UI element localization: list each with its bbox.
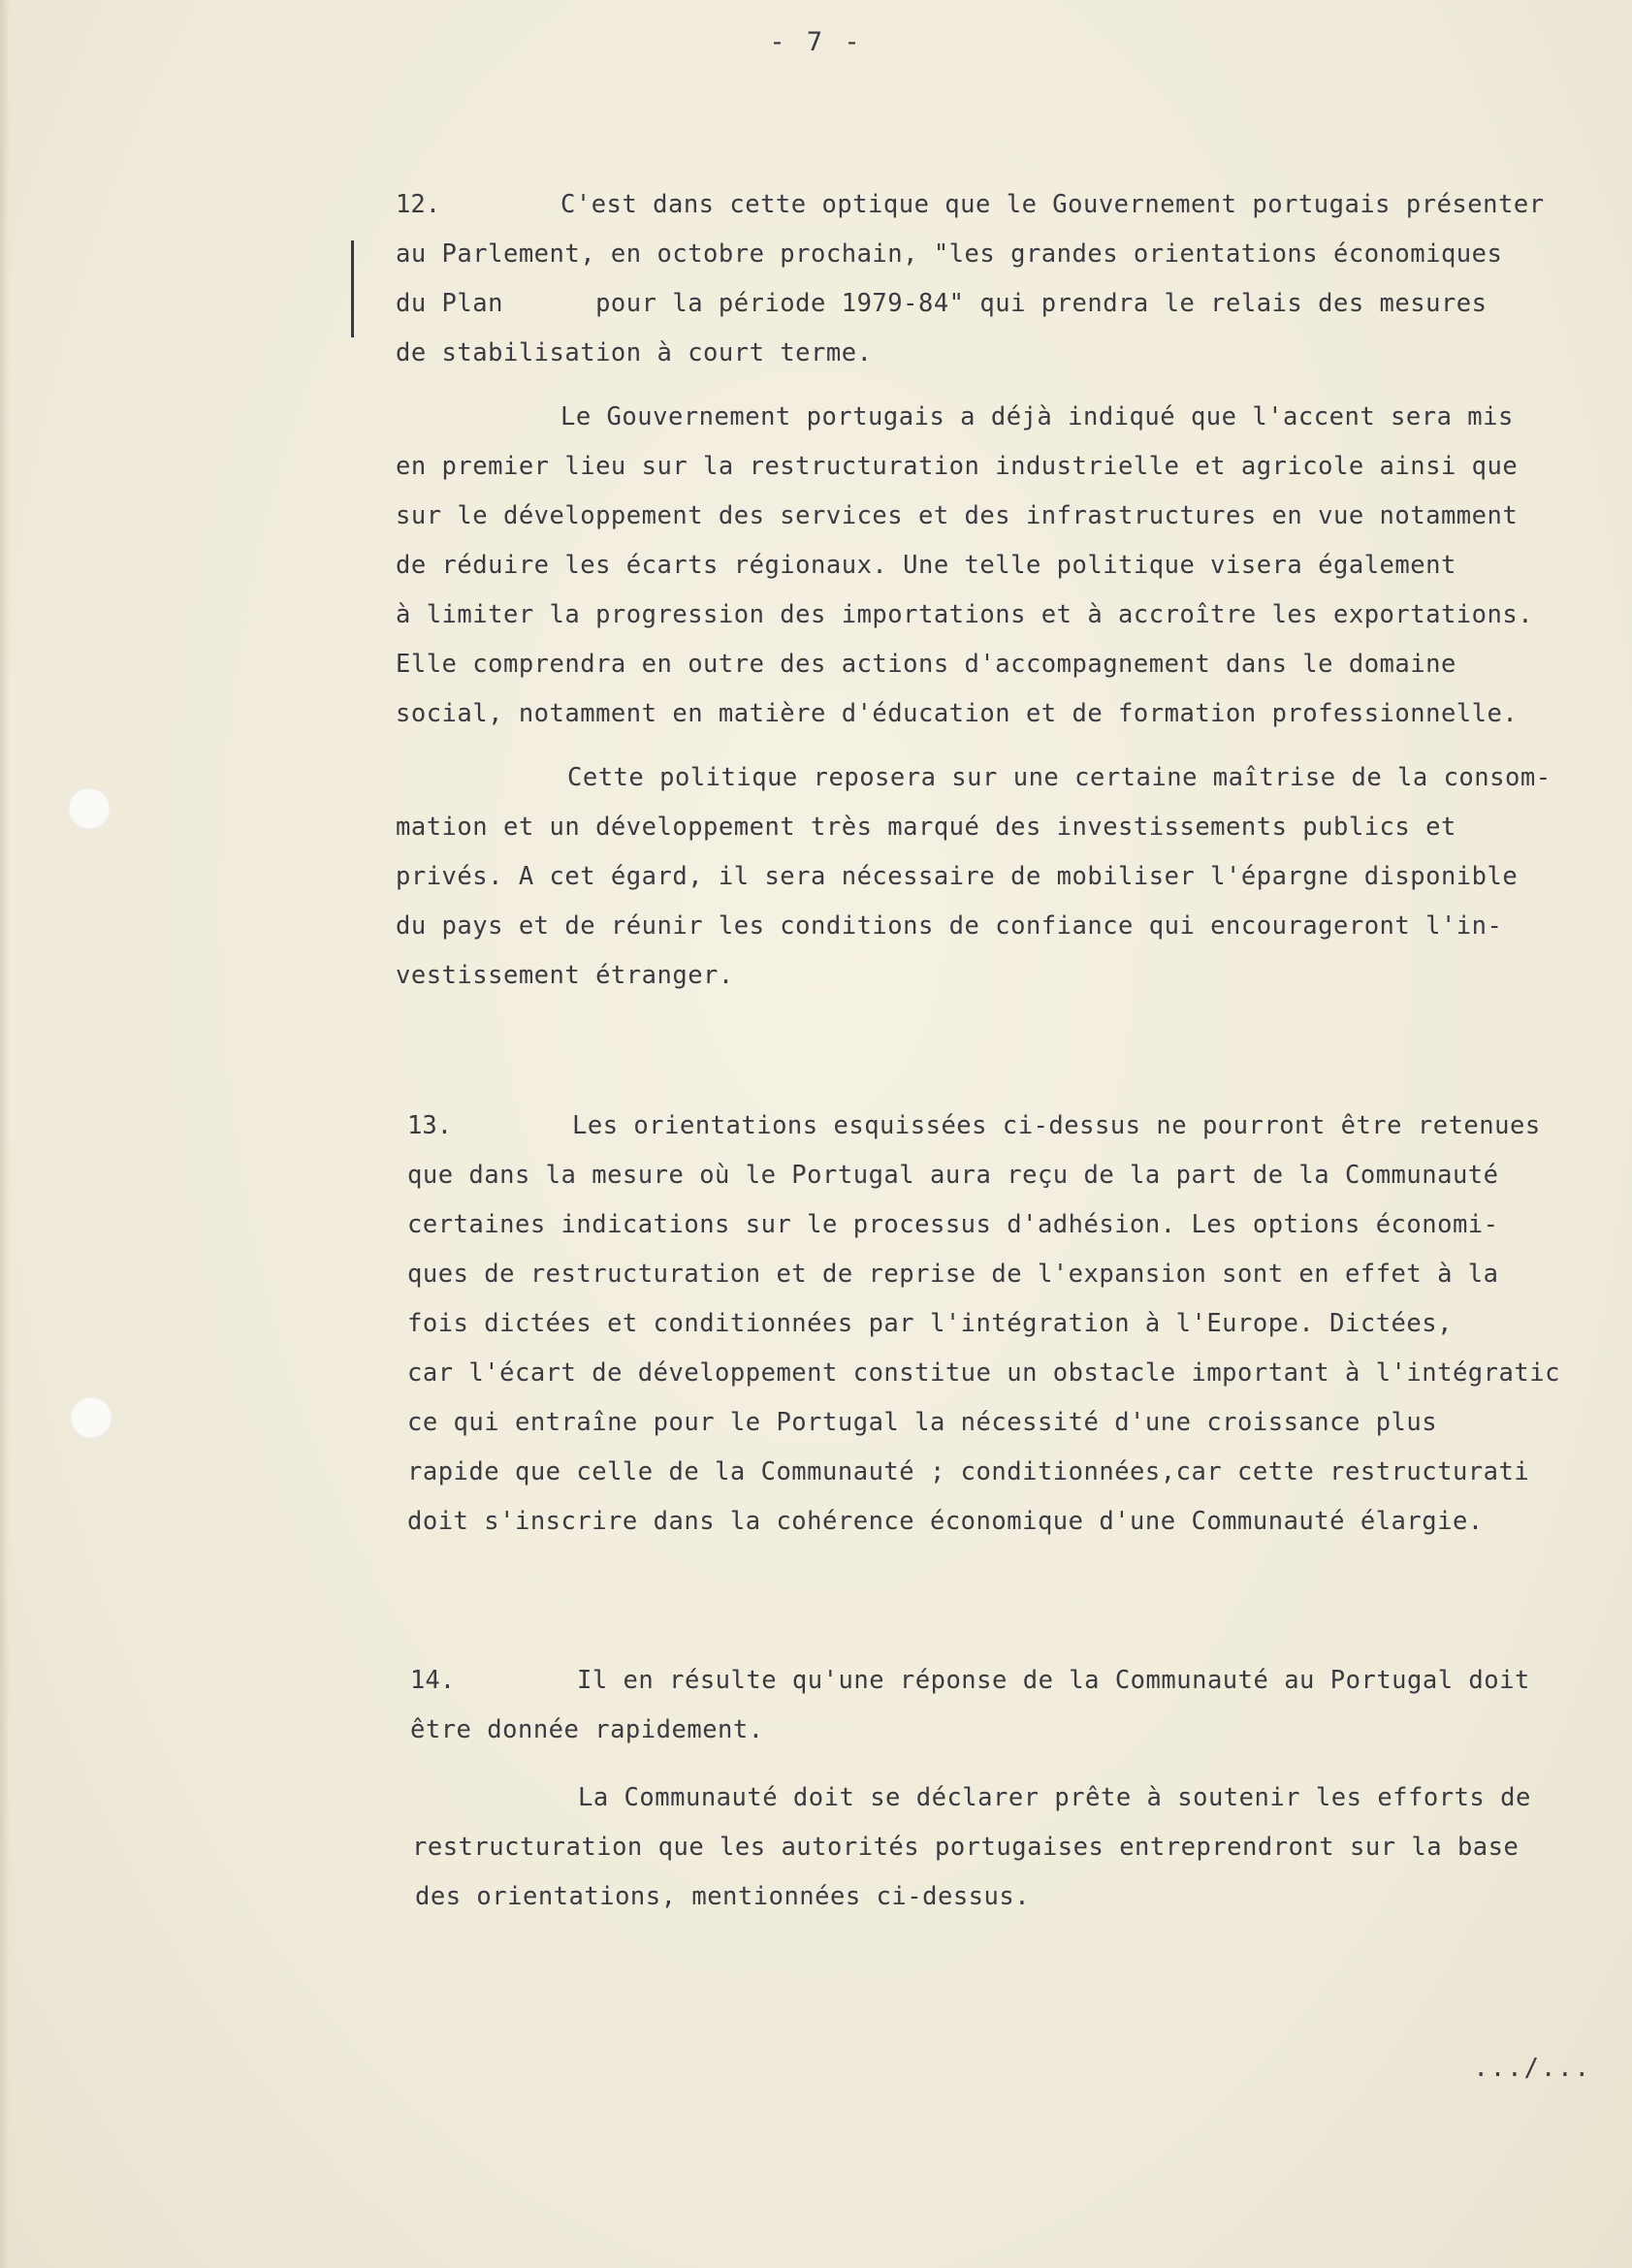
paragraph-12b-line-3: sur le développement des services et des infrastructures en vue notamment — [396, 501, 1519, 530]
paragraph-13-line-7: ce qui entraîne pour le Portugal la nécessité d'une croissance plus — [407, 1408, 1438, 1437]
paragraph-12b-line-4: de réduire les écarts régionaux. Une telle politique visera également — [396, 551, 1456, 580]
paragraph-13-line-8: rapide que celle de la Communauté ; conditionnées,car cette restructurati — [407, 1457, 1530, 1486]
paragraph-14-line-1: Il en résulte qu'une réponse de la Communauté au Portugal doit — [577, 1666, 1530, 1695]
paragraph-14-line-2: être donnée rapidement. — [410, 1715, 764, 1744]
paragraph-12c-line-3: privés. A cet égard, il sera nécessaire de mobiliser l'épargne disponible — [396, 862, 1519, 891]
paragraph-12b-line-5: à limiter la progression des importations et à accroître les exportations. — [396, 600, 1534, 629]
paragraph-12-line-3: du Plan pour la période 1979-84" qui prendra le relais des mesures — [396, 289, 1488, 318]
paragraph-number-12: 12. — [396, 190, 441, 219]
paragraph-number-14: 14. — [410, 1666, 456, 1695]
paragraph-14b-line-2: restructuration que les autorités portugaises entreprendront sur la base — [412, 1833, 1520, 1862]
paragraph-12c-line-5: vestissement étranger. — [396, 961, 734, 990]
page-number: - 7 - — [769, 27, 863, 57]
paragraph-13-line-6: car l'écart de développement constitue un obstacle important à l'intégratic — [407, 1358, 1560, 1388]
paragraph-13-line-3: certaines indications sur le processus d'adhésion. Les options économi- — [407, 1210, 1499, 1239]
margin-mark — [351, 240, 354, 337]
paragraph-number-13: 13. — [407, 1111, 453, 1140]
paragraph-12c-line-1: Cette politique reposera sur une certaine maîtrise de la consom- — [567, 763, 1552, 792]
continuation-mark: .../... — [1473, 2054, 1591, 2083]
punch-hole-bottom — [70, 1396, 112, 1439]
paragraph-14b-line-1: La Communauté doit se déclarer prête à soutenir les efforts de — [578, 1783, 1531, 1812]
paragraph-12b-line-2: en premier lieu sur la restructuration industrielle et agricole ainsi que — [396, 452, 1519, 481]
paragraph-13-line-2: que dans la mesure où le Portugal aura reçu de la part de la Communauté — [407, 1161, 1499, 1190]
paragraph-12c-line-4: du pays et de réunir les conditions de confiance qui encourageront l'in- — [396, 911, 1503, 941]
page-edge-shadow — [0, 0, 10, 2268]
paragraph-13-line-4: ques de restructuration et de reprise de l'expansion sont en effet à la — [407, 1260, 1499, 1289]
punch-hole-top — [68, 787, 111, 830]
paragraph-12b-line-7: social, notamment en matière d'éducation et de formation professionnelle. — [396, 699, 1519, 728]
paragraph-13-line-5: fois dictées et conditionnées par l'intégration à l'Europe. Dictées, — [407, 1309, 1453, 1338]
paragraph-14b-line-3: des orientations, mentionnées ci-dessus. — [415, 1882, 1031, 1911]
paragraph-13-line-9: doit s'inscrire dans la cohérence économique d'une Communauté élargie. — [407, 1507, 1484, 1536]
paragraph-12-line-1: C'est dans cette optique que le Gouvernement portugais présenter — [560, 190, 1545, 219]
paragraph-12c-line-2: mation et un développement très marqué des investissements publics et — [396, 813, 1456, 842]
paragraph-12b-line-1: Le Gouvernement portugais a déjà indiqué que l'accent sera mis — [560, 402, 1514, 431]
paragraph-12-line-4: de stabilisation à court terme. — [396, 338, 873, 367]
paragraph-13-line-1: Les orientations esquissées ci-dessus ne pourront être retenues — [572, 1111, 1541, 1140]
paragraph-12b-line-6: Elle comprendra en outre des actions d'accompagnement dans le domaine — [396, 650, 1456, 679]
paragraph-12-line-2: au Parlement, en octobre prochain, "les grandes orientations économiques — [396, 240, 1503, 269]
